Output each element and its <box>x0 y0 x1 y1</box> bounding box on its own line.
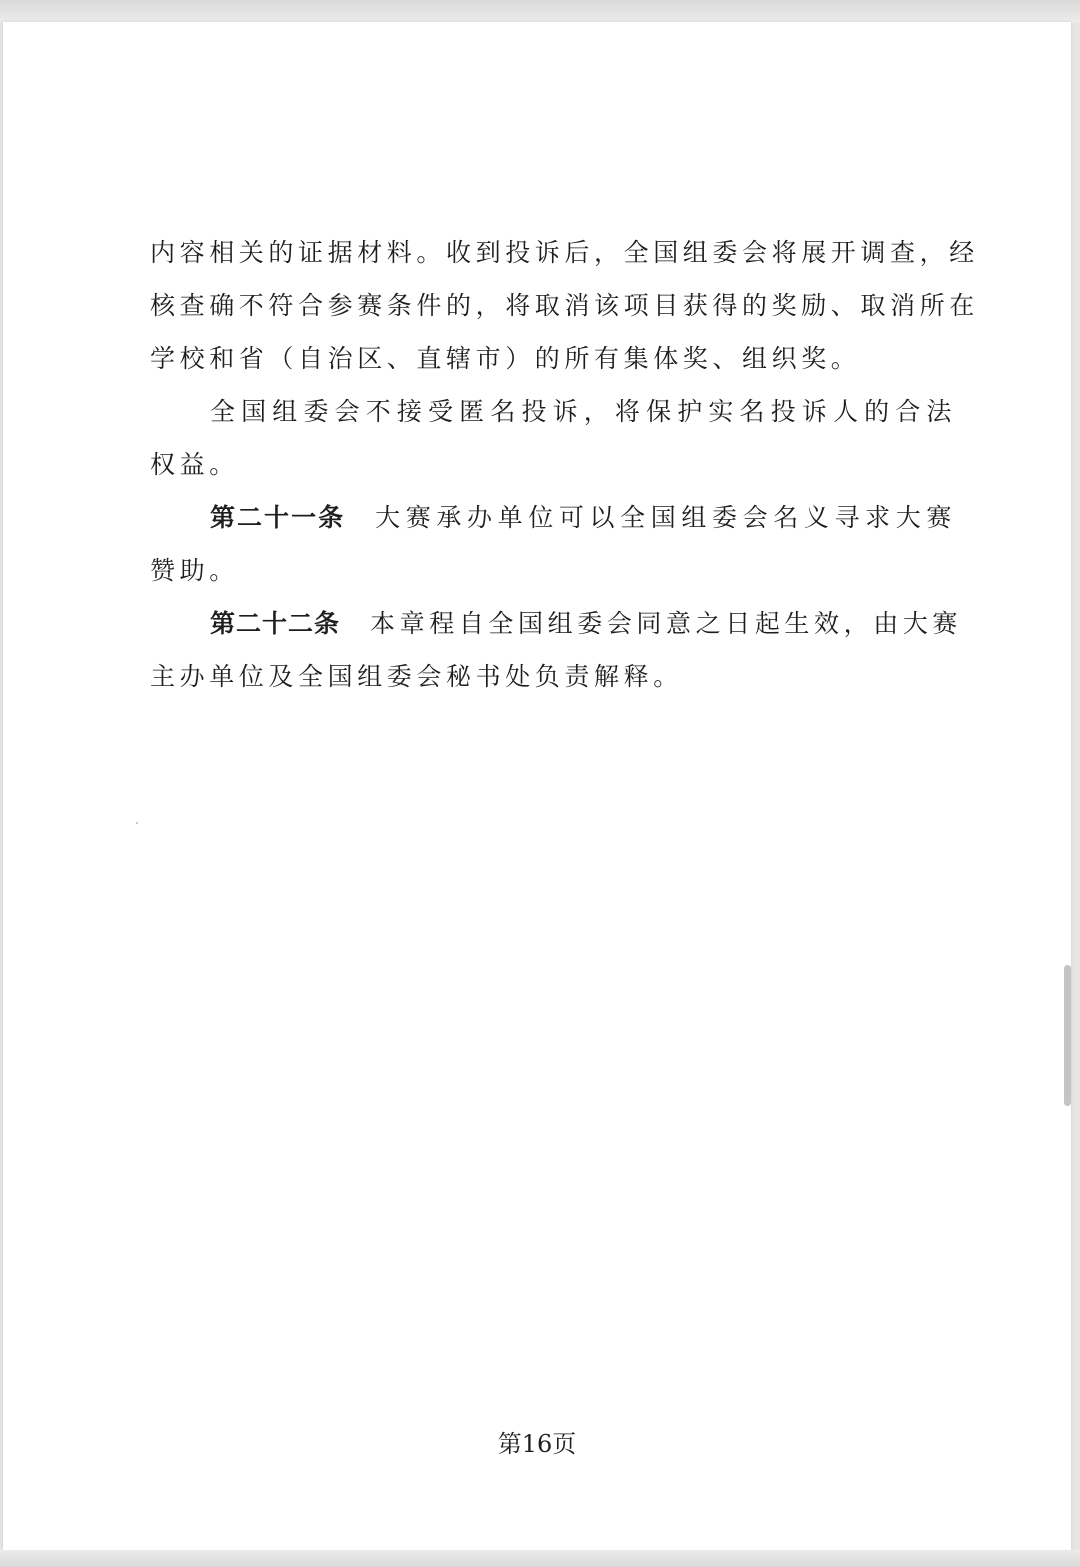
text-line <box>150 491 956 544</box>
article-number: 第二十二条 <box>210 609 341 638</box>
text-line: 内容相关的证据材料。收到投诉后，全国组委会将展开调查，经 <box>150 238 979 267</box>
article-number: 第二十一条 <box>210 503 346 532</box>
page-number: 第16页 <box>497 1430 577 1458</box>
text-line: 学校和省（自治区、直辖市）的所有集体奖、组织奖。 <box>150 344 861 373</box>
article-22 <box>150 597 963 703</box>
viewer-bottom-edge <box>0 1550 1080 1567</box>
paragraph-anonymous-complaints <box>150 385 956 491</box>
scan-speck <box>136 822 138 824</box>
text-line: 全国组委会不接受匿名投诉，将保护实名投诉人的合法 <box>210 397 956 426</box>
text-line: 权益。 <box>150 450 239 479</box>
article-text: 大赛承办单位可以全国组委会名义寻求大赛 <box>375 503 956 532</box>
page-body <box>150 226 979 703</box>
article-21 <box>150 491 956 597</box>
text-line: 核查确不符合参赛条件的，将取消该项目获得的奖励、取消所在 <box>150 291 979 320</box>
vertical-scrollbar-thumb[interactable] <box>1064 965 1071 1106</box>
text-line: 主办单位及全国组委会秘书处负责解释。 <box>150 662 683 691</box>
document-page <box>3 22 1071 1550</box>
article-text: 本章程自全国组委会同意之日起生效，由大赛 <box>370 609 963 638</box>
paragraph-evidence-and-investigation <box>150 226 979 385</box>
text-line <box>150 597 963 650</box>
viewer-top-edge <box>0 0 1080 22</box>
text-line: 赞助。 <box>150 556 239 585</box>
